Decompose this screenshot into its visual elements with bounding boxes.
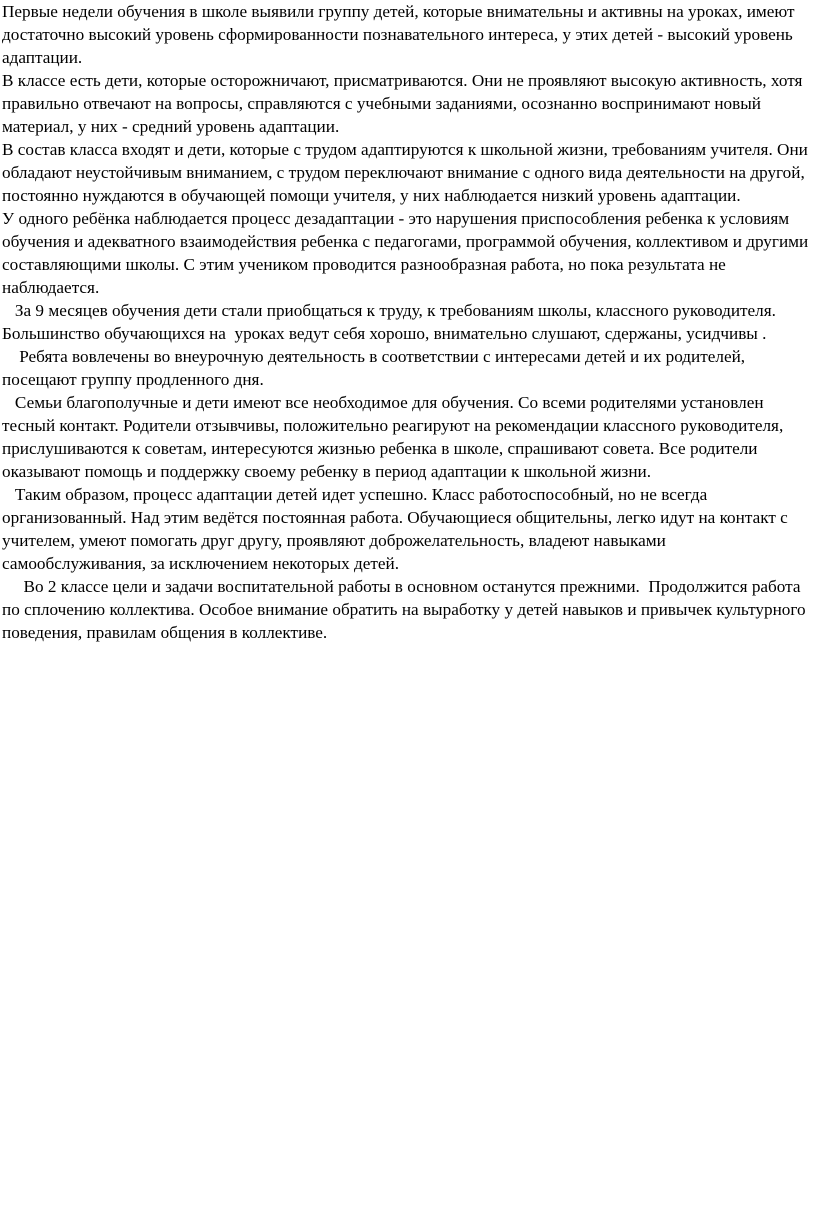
- paragraph-nine-months: За 9 месяцев обучения дети стали приобщаться к труду, к требованиям школы, классного руководителя. Большинство обучающихся на уроках ведут себя хорошо, внимательно слушают, сдержаны, усидчивы .: [2, 301, 781, 343]
- paragraph-second-grade-goals: Во 2 классе цели и задачи воспитательной работы в основном останутся прежними. Продолжится работа по сплочению коллектива. Особое внимание обратить на выработку у детей навыков и привычек культурного поведения, правилам общения в коллективе.: [2, 577, 810, 642]
- paragraph-high-adaptation: Первые недели обучения в школе выявили группу детей, которые внимательны и активны на уроках, имеют достаточно высокий уровень сформированности познавательного интереса, у этих детей - высокий уровень адаптации.: [2, 2, 799, 67]
- paragraph-low-adaptation: В состав класса входят и дети, которые с трудом адаптируются к школьной жизни, требованиям учителя. Они обладают неустойчивым вниманием, с трудом переключают внимание с одного вида деятельности на другой, постоянно нуждаются в обучающей помощи учителя, у них наблюдается низкий уровень адаптации.: [2, 140, 813, 205]
- paragraph-extracurricular: Ребята вовлечены во внеурочную деятельность в соответствии с интересами детей и их родителей, посещают группу продленного дня.: [2, 347, 750, 389]
- document-body: [2, 0, 814, 644]
- paragraph-medium-adaptation: В классе есть дети, которые осторожничают, присматриваются. Они не проявляют высокую активность, хотя правильно отвечают на вопросы, справляются с учебными заданиями, осознанно воспринимают новый материал, у них - средний уровень адаптации.: [2, 71, 807, 136]
- paragraph-disadaptation: У одного ребёнка наблюдается процесс дезадаптации - это нарушения приспособления ребенка к условиям обучения и адекватного взаимодействия ребенка с педагогами, программой обучения, коллективом и другими составляющими школы. С этим учеником проводится разнообразная работа, но пока результата не наблюдается.: [2, 209, 813, 297]
- paragraph-families: Семьи благополучные и дети имеют все необходимое для обучения. Со всеми родителями установлен тесный контакт. Родители отзывчивы, положительно реагируют на рекомендации классного руководителя, прислушиваются к советам, интересуются жизнью ребенка в школе, спрашивают совета. Все родители оказывают помощь и поддержку своему ребенку в период адаптации к школьной жизни.: [2, 393, 788, 481]
- paragraph-conclusion: Таким образом, процесс адаптации детей идет успешно. Класс работоспособный, но не всегда организованный. Над этим ведётся постоянная работа. Обучающиеся общительны, легко идут на контакт с учителем, умеют помогать друг другу, проявляют доброжелательность, владеют навыками самообслуживания, за исключением некоторых детей.: [2, 485, 793, 573]
